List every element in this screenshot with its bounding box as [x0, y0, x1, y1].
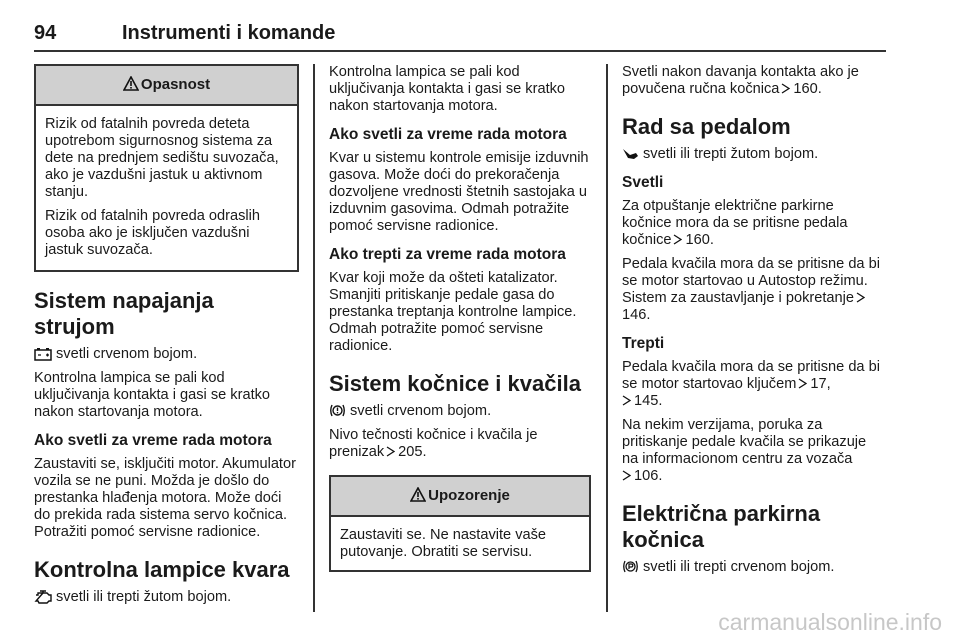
page-reference-arrow-icon [856, 292, 865, 303]
pedal-lit-paragraph-1-reference: 160. [685, 232, 714, 248]
power-subtitle: Ako svetli za vreme rada motora [34, 432, 272, 449]
page-header [34, 22, 886, 52]
col2-subtitle-2-paragraph: Kvar koji može da ošteti katalizator. Smanjiti pritiskanje pedale gasa do prestanka treptanja kontrolne lampice. Odmah potražite pomoć servisne radionice. [329, 270, 577, 354]
section-title-brake: Sistem kočnice i kvačila [329, 371, 581, 396]
parking-brake-icon-line [622, 559, 886, 576]
caution-box-title: Upozorenje [428, 487, 510, 504]
col3-intro-text: Svetli nakon davanja kontakta ako je povučena ručna kočnica [622, 64, 859, 97]
section-title-malfunction: Kontrolna lampice kvara [34, 557, 290, 582]
header-rule [34, 50, 886, 52]
brake-page-reference: 205. [398, 444, 427, 460]
brake-icon-line [329, 403, 591, 420]
brake-warning-icon [329, 403, 346, 418]
section-title-parking-brake: Električna parkirna kočnica [622, 501, 821, 552]
brake-paragraph-text: Nivo tečnosti kočnice i kvačila je prenizak [329, 427, 538, 460]
caution-box [329, 475, 591, 572]
page-reference-arrow-icon [798, 378, 807, 389]
section-title-pedal: Rad sa pedalom [622, 114, 791, 139]
column-divider-2 [606, 64, 608, 612]
page-reference-arrow-icon [673, 234, 682, 245]
engine-icon [34, 590, 52, 604]
pedal-flash-paragraph-1 [622, 359, 886, 410]
watermark: carmanualsonline.info [718, 609, 942, 635]
danger-box [34, 64, 299, 272]
power-paragraph: Kontrolna lampica se pali kod uključivanja kontakta i gasi se kratko nakon startovanja motora. [34, 370, 271, 420]
pedal-lit-paragraph-1-text: Za otpuštanje električne parkirne kočnice mora da se pritisne pedala kočnice [622, 198, 848, 248]
col2-subtitle-1: Ako svetli za vreme rada motora [329, 126, 567, 143]
column-divider-1 [313, 64, 315, 612]
col3-intro-reference: 160. [793, 81, 822, 97]
pedal-flash-paragraph-2-reference: 106. [634, 468, 663, 484]
pedal-lit-paragraph-2 [622, 256, 886, 324]
power-subtitle-paragraph: Zaustaviti se, isključiti motor. Akumulator vozila se ne puni. Možda je došlo do prestanka hlađenja motora. Može doći do prekida rada sistema servo kočnica. Potražiti pomoć servisne radionice. [34, 456, 296, 540]
col2-intro-paragraph: Kontrolna lampica se pali kod uključivanja kontakta i gasi se kratko nakon startovanja motora. [329, 64, 566, 114]
caution-box-body [331, 517, 589, 570]
col2-subtitle-2: Ako trepti za vreme rada motora [329, 246, 566, 263]
pedal-flash-paragraph-2 [622, 417, 886, 485]
parking-brake-icon-text: svetli ili trepti crvenom bojom. [643, 559, 835, 575]
brake-icon-text: svetli crvenom bojom. [350, 403, 492, 419]
page-reference-arrow-icon [622, 395, 631, 406]
brake-paragraph [329, 427, 591, 461]
page-reference-arrow-icon [622, 470, 631, 481]
page-reference-arrow-icon [386, 446, 395, 457]
chapter-title: Instrumenti i komande [122, 22, 336, 44]
malfunction-icon-text: svetli ili trepti žutom bojom. [56, 589, 232, 605]
pedal-flash-reference-2: 145. [634, 393, 663, 409]
malfunction-icon-line [34, 589, 299, 606]
danger-paragraph-2: Rizik od fatalnih povreda odraslih osoba ako je isključen vazdušni jastuk suvozača. [45, 208, 260, 258]
caution-paragraph: Zaustaviti se. Ne nastavite vaše putovanje. Obratiti se servisu. [340, 527, 547, 560]
pedal-flash-reference-1: 17, [810, 376, 831, 392]
pedal-lit-paragraph-2-text: Pedala kvačila mora da se pritisne da bi se motor startovao u Autostop režimu. Sistem za zaustavljanje i pokretanje [622, 256, 880, 306]
danger-box-header [36, 66, 297, 106]
pedal-icon-text: svetli ili trepti žutom bojom. [643, 146, 819, 162]
col2-subtitle-1-paragraph: Kvar u sistemu kontrole emisije izduvnih gasova. Može doći do prekoračenja dozvoljene vrednosti štetnih sastojaka u izduvnim gasovima. Odmah potražite pomoć servisne radionice. [329, 150, 589, 234]
danger-paragraph-1: Rizik od fatalnih povreda deteta upotrebom sigurnosnog sistema za dete na prednjem sedištu suvozača, ako je vazdušni jastuk u aktivnom stanju. [45, 116, 279, 200]
page-number: 94 [34, 22, 57, 44]
pedal-flash-paragraph-2-text: Na nekim verzijama, poruka za pritiskanje pedale kvačila se prikazuje na informacionom centru za vozača [622, 417, 867, 467]
pedal-lit-paragraph-2-reference: 146. [622, 307, 651, 323]
warning-triangle-icon [123, 76, 139, 91]
power-icon-text: svetli crvenom bojom. [56, 346, 198, 362]
caution-box-header [331, 477, 589, 517]
danger-box-title: Opasnost [140, 76, 211, 93]
pedal-lit-paragraph-1 [622, 198, 886, 249]
pedal-icon [622, 147, 639, 161]
section-title-power: Sistem napajanja strujom [34, 288, 214, 339]
warning-triangle-icon [410, 487, 426, 502]
page-reference-arrow-icon [781, 83, 790, 94]
pedal-lit-title: Svetli [622, 174, 664, 191]
pedal-flash-title: Trepti [622, 335, 665, 352]
parking-brake-icon [622, 559, 639, 574]
pedal-flash-paragraph-1-text: Pedala kvačila mora da se pritisne da bi se motor startovao ključem [622, 359, 880, 392]
column-2 [329, 64, 591, 582]
col3-intro-paragraph [622, 64, 886, 98]
column-3 [622, 64, 886, 583]
battery-icon [34, 347, 52, 361]
column-1 [34, 64, 299, 613]
pedal-icon-line [622, 146, 886, 163]
power-icon-line [34, 346, 299, 363]
danger-box-body [36, 106, 297, 270]
